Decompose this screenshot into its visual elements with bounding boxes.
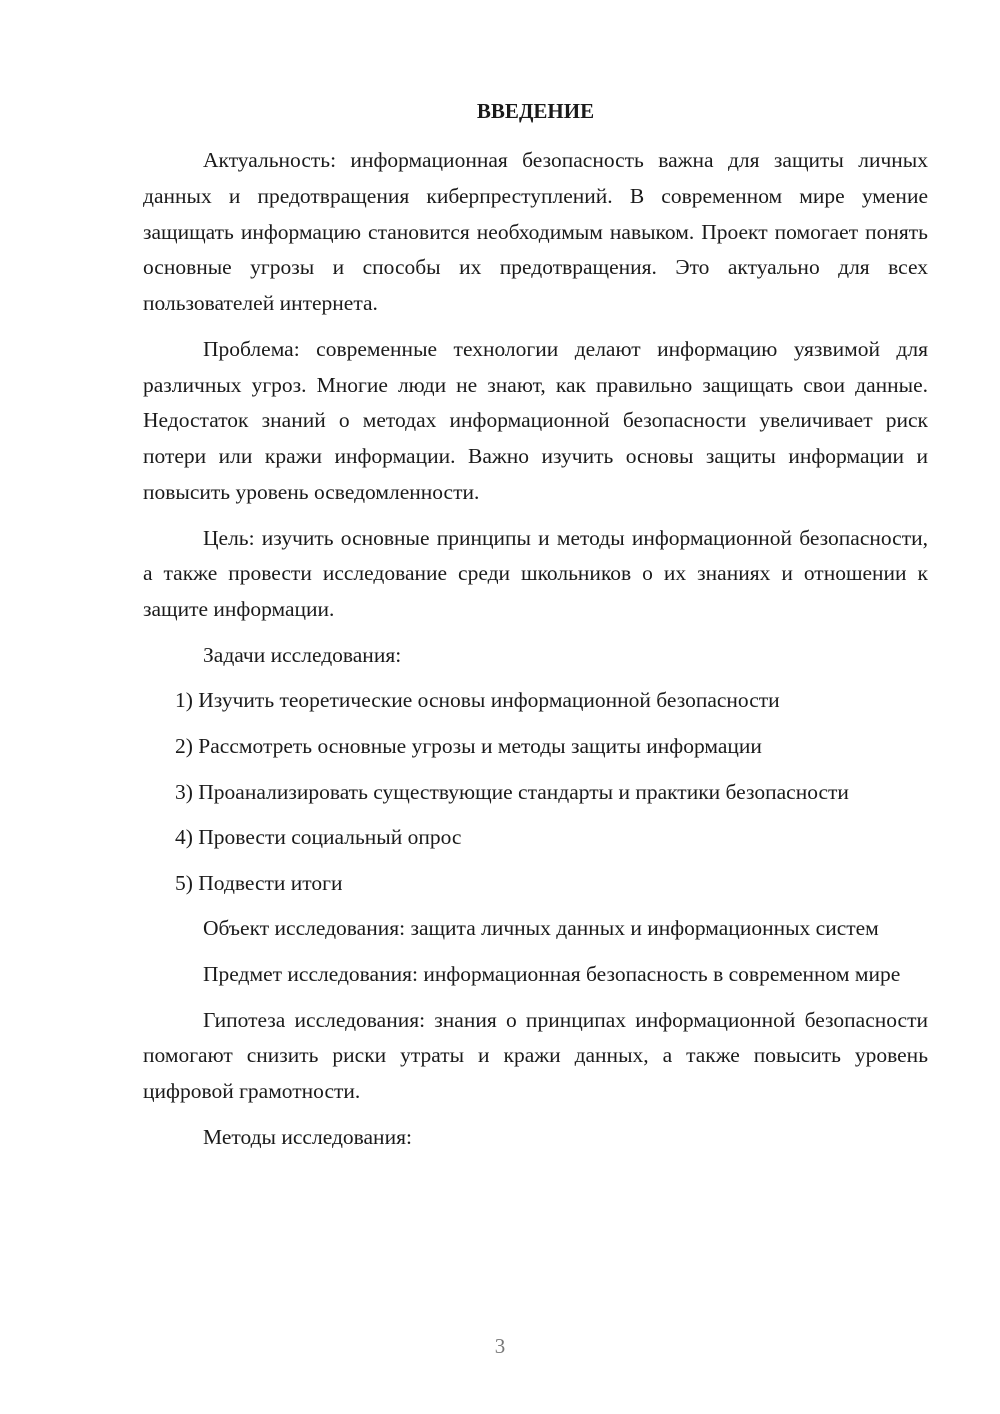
task-item-4: 4) Провести социальный опрос bbox=[175, 825, 462, 850]
paragraph-relevance: Актуальность: информационная безопасность важна для защиты личных данных и предотвращения киберпреступлений. В современном мире умение защищать информацию становится необходимым навыком. Проект помогает понять основные угрозы и способы их предотвращения. Это актуально для всех пользователей интернета. bbox=[143, 148, 928, 316]
task-item-5: 5) Подвести итоги bbox=[175, 870, 343, 895]
paragraph-hypothesis: Гипотеза исследования: знания о принципах информационной безопасности помогают снизить риски утраты и кражи данных, а также повысить уровень цифровой грамотности. bbox=[143, 1007, 928, 1104]
paragraph-problem: Проблема: современные технологии делают информацию уязвимой для различных угроз. Многие люди не знают, как правильно защищать свои данные. Недостаток знаний о методах информационной безопасности увеличивает риск потери или кражи информации. Важно изучить основы защиты информации и повысить уровень осведомленности. bbox=[143, 336, 928, 504]
tasks-heading: Задачи исследования: bbox=[203, 642, 402, 667]
paragraph-subject: Предмет исследования: информационная безопасность в современном мире bbox=[203, 961, 901, 986]
paragraph-goal: Цель: изучить основные принципы и методы информационной безопасности, а также провести исследование среди школьников о их знаниях и отношении к защите информации. bbox=[143, 525, 928, 622]
page-number: 3 bbox=[494, 1334, 506, 1358]
methods-heading: Методы исследования: bbox=[203, 1124, 412, 1149]
task-item-3: 3) Проанализировать существующие стандарты и практики безопасности bbox=[175, 779, 849, 804]
page-title: ВВЕДЕНИЕ bbox=[476, 99, 595, 123]
task-item-2: 2) Рассмотреть основные угрозы и методы защиты информации bbox=[175, 733, 762, 758]
paragraph-object: Объект исследования: защита личных данных и информационных систем bbox=[203, 916, 879, 941]
task-item-1: 1) Изучить теоретические основы информационной безопасности bbox=[175, 688, 780, 713]
body-text bbox=[143, 143, 928, 1165]
